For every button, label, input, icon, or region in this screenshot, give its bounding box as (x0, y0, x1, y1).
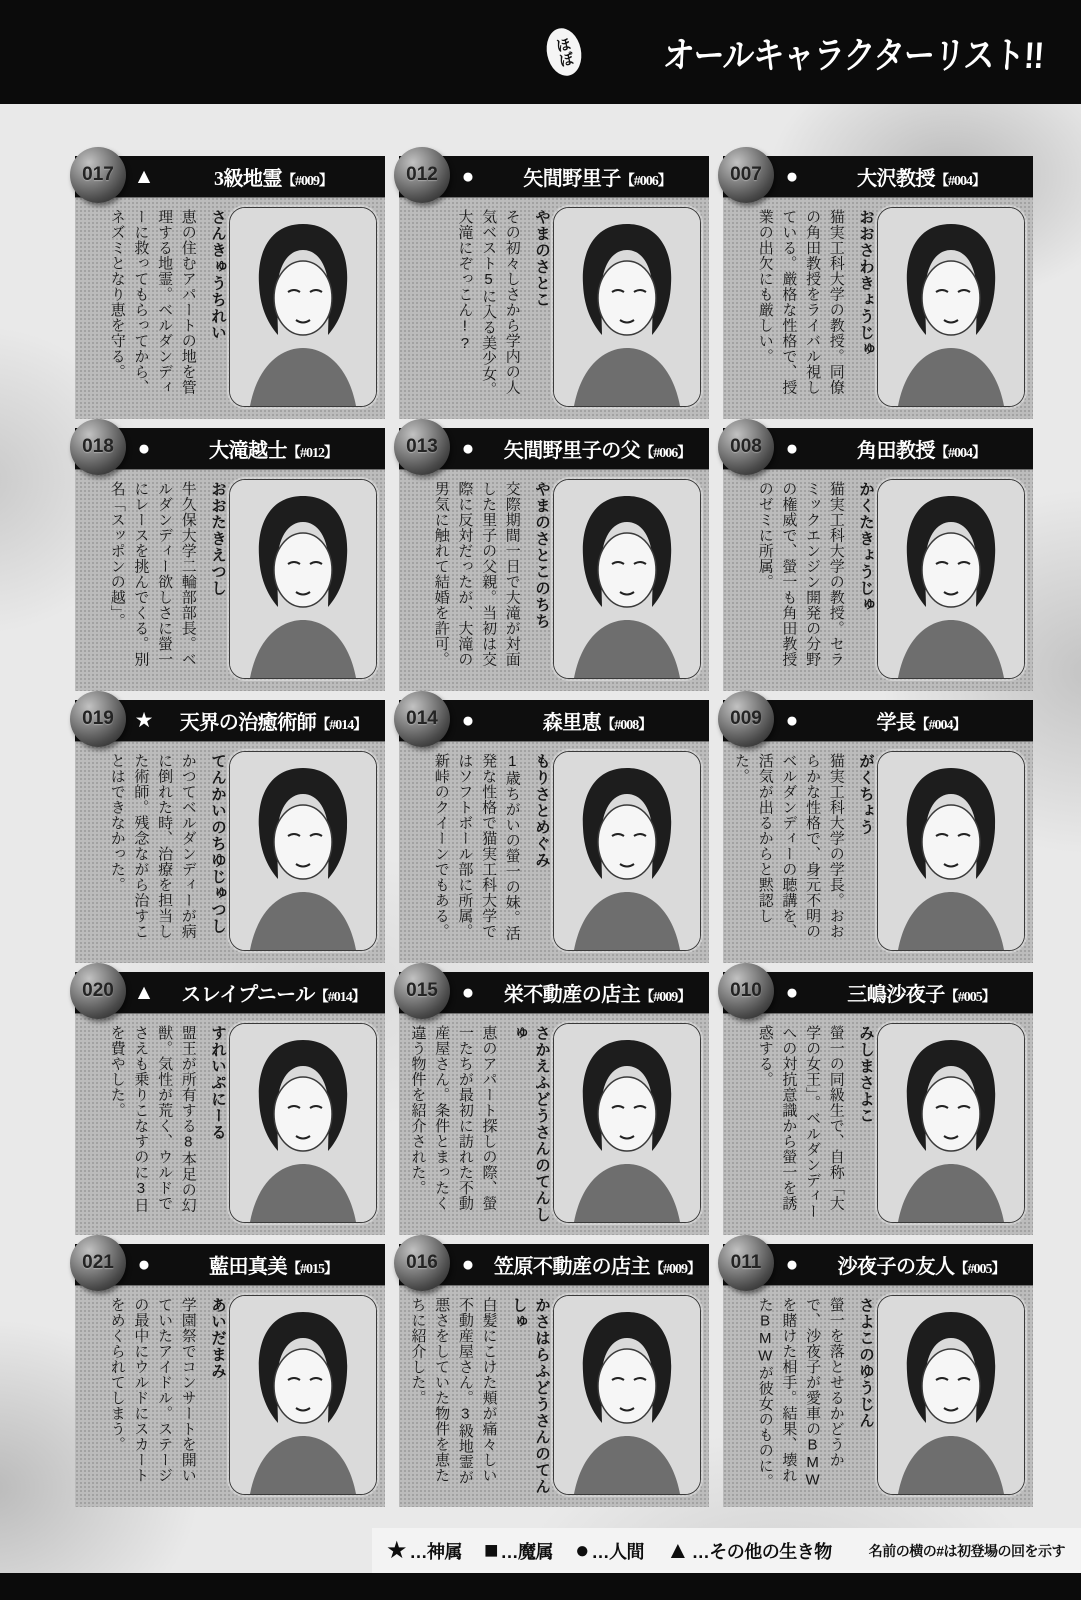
card-body (723, 197, 1033, 419)
character-number-badge (718, 1235, 774, 1291)
character-portrait (229, 1023, 377, 1223)
card-body (75, 741, 385, 963)
page-header (0, 0, 1081, 104)
character-description: 猫実工科大学の教授。セラミックエンジン開発の分野の権威で、螢一も角田教授のゼミに所属。 (756, 481, 845, 667)
character-number: 007 (730, 164, 762, 185)
character-name: 森里恵 (542, 712, 602, 734)
character-card (399, 700, 709, 963)
character-card (399, 1244, 709, 1507)
category-symbol-icon: ▲ (133, 165, 155, 188)
first-appearance-episode: 【#015】 (287, 1262, 337, 1277)
card-body (75, 1285, 385, 1507)
character-description: 恵の住むアパートの地を管理する地霊。ベルダンディーに救ってもらってから、ネズミとなり恵を守る。 (108, 209, 197, 395)
legend-item-human (575, 1538, 644, 1564)
category-symbol-icon: ● (461, 1253, 475, 1276)
card-body (723, 1285, 1033, 1507)
card-title (485, 434, 709, 463)
legend-item-demon (484, 1538, 553, 1564)
portrait-placeholder-image (230, 1296, 376, 1494)
character-number-badge (394, 419, 450, 475)
character-text (85, 1023, 229, 1223)
character-number-badge (70, 963, 126, 1019)
character-number: 020 (82, 980, 114, 1001)
character-name: 三嶋沙夜子 (847, 984, 945, 1006)
character-text (733, 1295, 877, 1495)
character-card (723, 1244, 1033, 1507)
character-text (409, 1295, 553, 1495)
character-card (75, 156, 385, 419)
card-title (161, 978, 385, 1007)
legend-strip (372, 1528, 1081, 1573)
character-portrait (553, 207, 701, 407)
character-name: 3級地霊 (214, 168, 282, 190)
legend-label: …魔属 (500, 1541, 554, 1562)
category-symbol-icon: ▲ (133, 981, 155, 1004)
portrait-placeholder-image (230, 208, 376, 406)
legend-note: 名前の横の#は初登場の回を示す (868, 1542, 1065, 1559)
character-name: 天界の治癒術師 (179, 712, 317, 734)
category-symbol-icon: ● (785, 981, 799, 1004)
legend-label: …その他の生き物 (691, 1541, 832, 1562)
card-body (399, 741, 709, 963)
card-body (75, 469, 385, 691)
first-appearance-episode: 【#014】 (316, 718, 367, 733)
character-description: その初々しさから学内の人気ベスト5に入る美少女。大滝にぞっこん!? (456, 209, 521, 397)
category-symbol-icon: ● (461, 981, 475, 1004)
card-body (75, 1013, 385, 1235)
category-symbol-icon: ● (785, 165, 799, 188)
character-number: 013 (406, 436, 438, 457)
character-number-badge (394, 1235, 450, 1291)
character-portrait (553, 1295, 701, 1495)
character-description: 猫実工科大学の教授。同僚の角田教授をライバル視している。厳格な性格で、授業の出欠にも厳しい。 (756, 209, 845, 395)
character-card (75, 700, 385, 963)
portrait-placeholder-image (230, 480, 376, 678)
category-symbol-icon: ● (461, 437, 475, 460)
square-icon: ■ (484, 1536, 499, 1564)
character-name: 角田教授 (857, 440, 935, 462)
card-title (485, 706, 709, 735)
character-text (409, 207, 553, 407)
character-portrait (877, 1023, 1025, 1223)
character-number-badge (70, 147, 126, 203)
character-name-reading: やまのさとこのちち (533, 481, 550, 630)
portrait-placeholder-image (878, 480, 1024, 678)
character-portrait (553, 479, 701, 679)
character-portrait (229, 479, 377, 679)
character-portrait (229, 1295, 377, 1495)
character-text (733, 751, 877, 951)
character-portrait (877, 1295, 1025, 1495)
character-portrait (553, 1023, 701, 1223)
character-name: 大沢教授 (857, 168, 935, 190)
character-number-badge (70, 419, 126, 475)
character-portrait (877, 479, 1025, 679)
character-number-badge (394, 963, 450, 1019)
card-body (399, 469, 709, 691)
card-body (399, 1285, 709, 1507)
portrait-placeholder-image (878, 1296, 1024, 1494)
character-description: 1歳ちがいの螢一の妹。活発な性格で猫実工科大学ではソフトボール部に所属。新峠のクイーンでもある。 (432, 753, 521, 941)
character-card (723, 700, 1033, 963)
character-text (85, 1295, 229, 1495)
character-grid (75, 156, 1033, 1507)
character-number-badge (718, 147, 774, 203)
character-portrait (877, 207, 1025, 407)
character-description: 恵のアパート探しの際、螢一たちが最初に訪れた不動産屋さん。条件とまったく違う物件を紹介された。 (409, 1025, 498, 1211)
card-title (161, 434, 385, 463)
category-symbol-icon: ● (137, 1253, 151, 1276)
card-title (161, 1250, 385, 1279)
first-appearance-episode: 【#004】 (935, 446, 985, 461)
character-name-reading: やまのさとこ (533, 209, 550, 308)
card-title (809, 706, 1033, 735)
character-number: 018 (82, 436, 114, 457)
bottom-band (0, 1573, 1081, 1600)
character-name-reading: てんかいのちゆじゅつし (209, 753, 226, 935)
character-card (399, 972, 709, 1235)
card-title (809, 162, 1033, 191)
hobo-badge: ほぼ (542, 25, 585, 79)
character-number: 008 (730, 436, 762, 457)
first-appearance-episode: 【#006】 (640, 446, 691, 461)
first-appearance-episode: 【#006】 (620, 174, 671, 189)
character-name: 栄不動産の店主 (503, 984, 641, 1006)
first-appearance-episode: 【#008】 (601, 718, 652, 733)
first-appearance-episode: 【#009】 (650, 1262, 700, 1277)
legend-label: …人間 (591, 1541, 645, 1562)
card-title (809, 978, 1033, 1007)
character-name-reading: あいだまみ (209, 1297, 226, 1380)
character-number-badge (718, 963, 774, 1019)
portrait-placeholder-image (554, 1024, 700, 1222)
character-portrait (229, 207, 377, 407)
portrait-placeholder-image (554, 480, 700, 678)
card-body (399, 197, 709, 419)
character-text (733, 1023, 877, 1223)
character-card (75, 428, 385, 691)
character-portrait (229, 751, 377, 951)
card-body (75, 197, 385, 419)
first-appearance-episode: 【#004】 (935, 174, 985, 189)
first-appearance-episode: 【#009】 (640, 990, 691, 1005)
page-title: オールキャラクターリスト!! (661, 35, 1044, 76)
character-number-badge (70, 1235, 126, 1291)
character-number: 011 (730, 1252, 762, 1273)
character-card (399, 428, 709, 691)
character-text (733, 479, 877, 679)
character-name: 沙夜子の友人 (837, 1256, 955, 1278)
character-description: かつてベルダンディーが病に倒れた時、治療を担当した術師。残念ながら治すことはできなかった。 (108, 753, 197, 939)
portrait-placeholder-image (230, 1024, 376, 1222)
character-portrait (877, 751, 1025, 951)
character-name: 矢間野里子 (523, 168, 621, 190)
character-name-reading: かくたきょうじゅ (857, 481, 874, 613)
character-number: 019 (82, 708, 114, 729)
first-appearance-episode: 【#005】 (954, 1262, 1005, 1277)
category-symbol-icon: ● (785, 1253, 799, 1276)
character-description: 盟王が所有する8本足の幻獣。気性が荒く、ウルドでさえも乗りこなすのに3日を費やした。 (108, 1025, 197, 1213)
character-card (75, 1244, 385, 1507)
card-title (161, 162, 385, 191)
card-body (399, 1013, 709, 1235)
character-text (409, 751, 553, 951)
character-name-reading: おおたきえつし (209, 481, 226, 597)
character-name-reading: みしまさよこ (857, 1025, 874, 1124)
portrait-placeholder-image (554, 208, 700, 406)
character-description: 交際期間一日で大滝が対面した里子の父親。当初は交際に反対だったが、大滝の男気に触れて結婚を許可。 (432, 481, 521, 667)
character-portrait (553, 751, 701, 951)
portrait-placeholder-image (554, 752, 700, 950)
character-name-reading: すれいぷにーる (209, 1025, 226, 1141)
category-symbol-icon: ● (461, 709, 475, 732)
character-text (733, 207, 877, 407)
character-name: 藍田真美 (209, 1256, 287, 1278)
category-symbol-icon: ● (785, 709, 799, 732)
character-name-reading: おおさわきょうじゅ (857, 209, 874, 358)
first-appearance-episode: 【#004】 (915, 718, 966, 733)
first-appearance-episode: 【#012】 (287, 446, 337, 461)
portrait-placeholder-image (878, 208, 1024, 406)
star-icon: ★ (386, 1536, 408, 1564)
character-number: 015 (406, 980, 438, 1001)
character-card (399, 156, 709, 419)
card-title (485, 162, 709, 191)
character-description: 白髪にこけた頬が痛々しい不動産屋さん。3級地霊が悪さをしていた物件を恵たちに紹介した。 (409, 1297, 498, 1485)
character-name-reading: さかえふどうさんのてんしゅ (509, 1025, 550, 1223)
character-description: 学園祭でコンサートを開いていたアイドル。ステージの最中にウルドにスカートをめくられてしまう。 (108, 1297, 197, 1483)
character-card (75, 972, 385, 1235)
card-title (485, 1250, 709, 1279)
character-number-badge (70, 691, 126, 747)
portrait-placeholder-image (878, 752, 1024, 950)
character-name: スレイプニール (181, 984, 315, 1006)
character-number: 010 (730, 980, 762, 1001)
card-title (161, 706, 385, 735)
portrait-placeholder-image (230, 752, 376, 950)
character-number: 009 (730, 708, 762, 729)
portrait-placeholder-image (878, 1024, 1024, 1222)
character-card (723, 972, 1033, 1235)
character-number: 016 (406, 1252, 438, 1273)
character-number: 012 (406, 164, 438, 185)
character-number: 017 (82, 164, 114, 185)
legend-item-god (386, 1538, 462, 1564)
card-body (723, 1013, 1033, 1235)
character-description: 螢一の同級生で、自称「大学の女王」。ベルダンディーへの対抗意識から螢一を誘惑する。 (756, 1025, 845, 1219)
character-name-reading: さんきゅうちれい (209, 209, 226, 341)
card-body (723, 741, 1033, 963)
character-name-reading: かさはらふどうさんのてんしゅ (509, 1297, 550, 1495)
triangle-icon: ▲ (666, 1536, 690, 1564)
character-name: 笠原不動産の店主 (494, 1256, 650, 1278)
category-symbol-icon: ● (785, 437, 799, 460)
character-name: 矢間野里子の父 (503, 440, 641, 462)
card-body (723, 469, 1033, 691)
character-number: 014 (406, 708, 438, 729)
character-card (723, 156, 1033, 419)
character-description: 猫実工科大学の学長。おおらかな性格で、身元不明のベルダンディーの聴講を、活気が出るからと黙認した。 (733, 753, 845, 939)
category-symbol-icon: ★ (134, 709, 154, 732)
character-name: 大滝越士 (209, 440, 287, 462)
first-appearance-episode: 【#005】 (944, 990, 995, 1005)
card-title (485, 978, 709, 1007)
character-text (85, 479, 229, 679)
character-number: 021 (82, 1252, 114, 1273)
category-symbol-icon: ● (461, 165, 475, 188)
legend-label: …神属 (409, 1541, 463, 1562)
first-appearance-episode: 【#014】 (314, 990, 365, 1005)
character-name-reading: もりさとめぐみ (533, 753, 550, 869)
character-number-badge (718, 419, 774, 475)
legend-item-other-creature (666, 1538, 832, 1564)
portrait-placeholder-image (554, 1296, 700, 1494)
character-name: 学長 (876, 712, 916, 734)
character-number-badge (394, 147, 450, 203)
character-name-reading: がくちょう (857, 753, 874, 836)
character-number-badge (718, 691, 774, 747)
card-title (809, 434, 1033, 463)
category-symbol-icon: ● (137, 437, 151, 460)
page-header-title-group (547, 25, 1043, 79)
card-title (809, 1250, 1033, 1279)
character-text (85, 751, 229, 951)
circle-icon: ● (575, 1536, 590, 1564)
character-card (723, 428, 1033, 691)
character-name-reading: さよこのゆうじん (857, 1297, 874, 1429)
character-text (85, 207, 229, 407)
character-description: 牛久保大学二輪部部長。ベルダンディー欲しさに螢一にレースを挑んでくる。別名「スッポンの越」。 (108, 481, 197, 667)
character-text (409, 479, 553, 679)
character-text (409, 1023, 553, 1223)
character-description: 螢一を落とせるかどうかで、沙夜子が愛車のBMWを賭けた相手。結果、壊れたBMWが彼女のものに。 (756, 1297, 845, 1489)
character-number-badge (394, 691, 450, 747)
first-appearance-episode: 【#009】 (282, 174, 332, 189)
